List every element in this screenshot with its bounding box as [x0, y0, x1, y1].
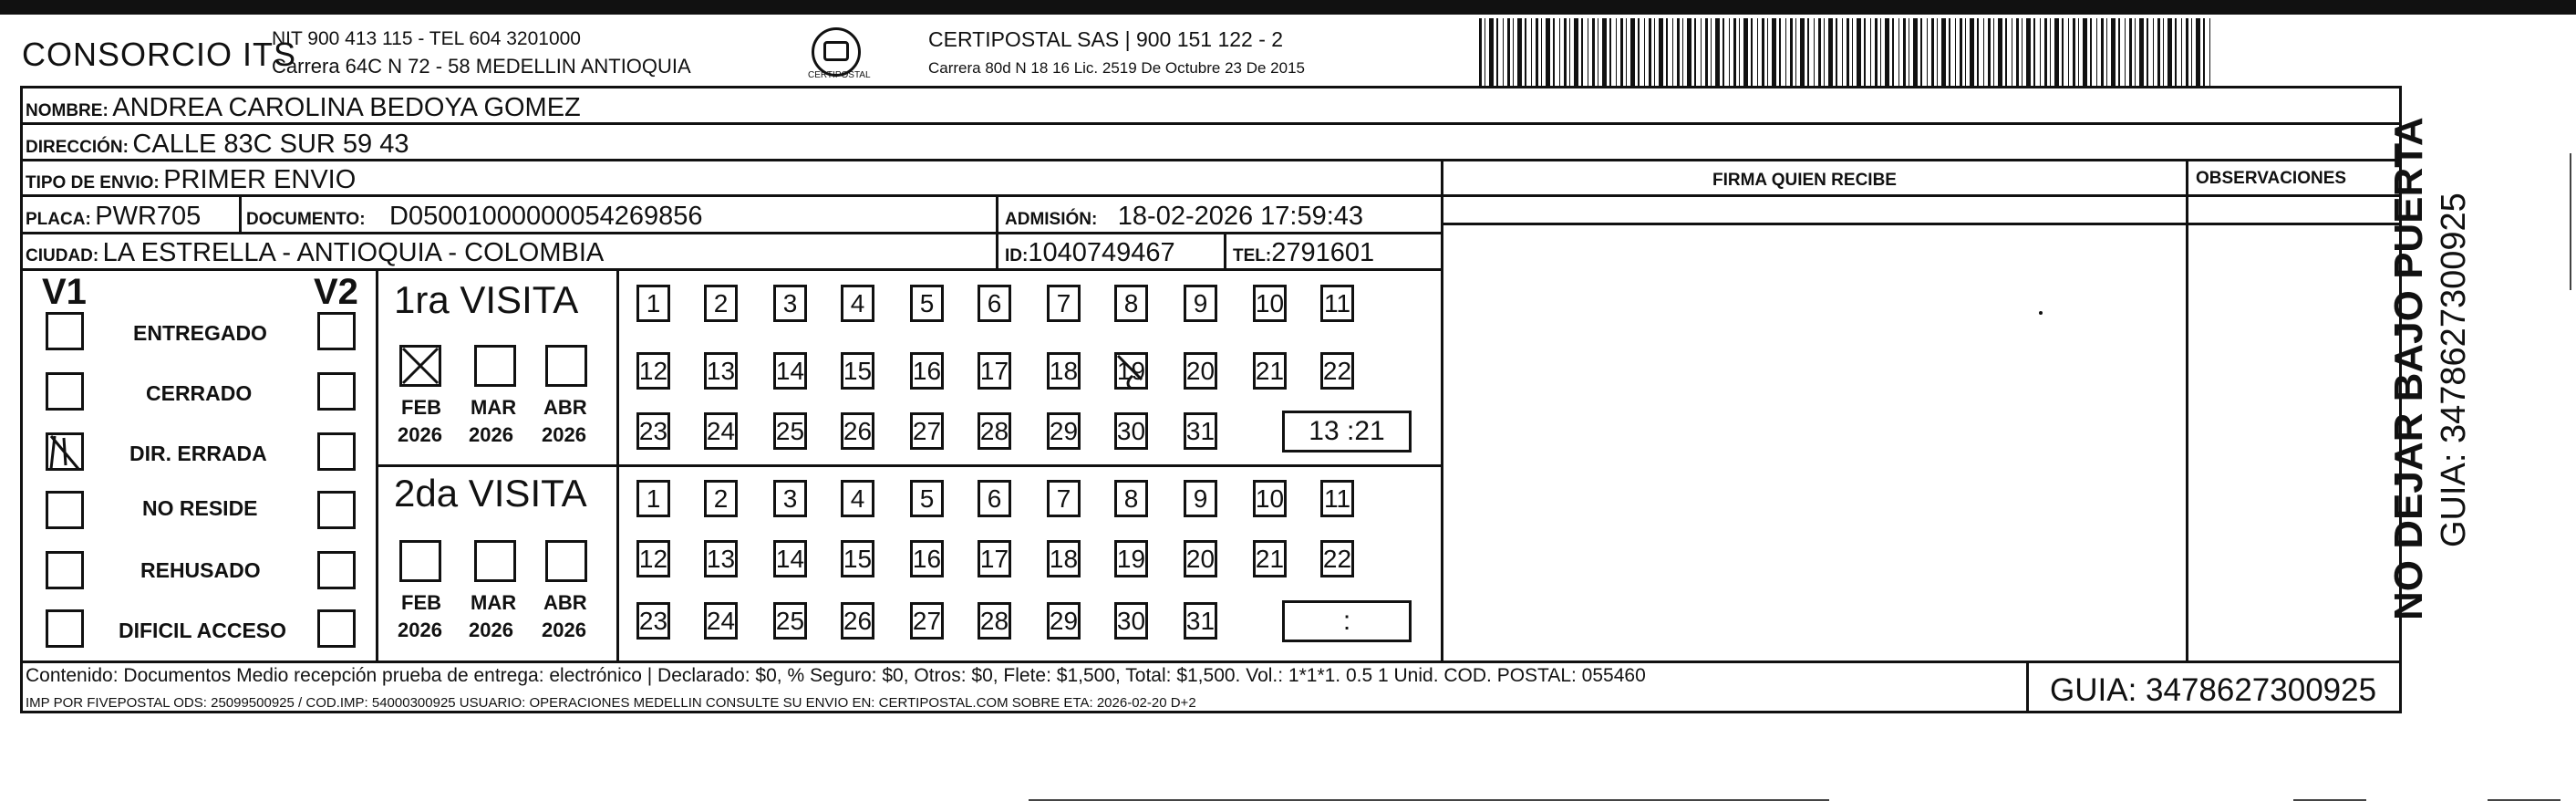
v2-checkbox-no-reside[interactable] — [317, 491, 356, 529]
top-black-bar — [0, 0, 2576, 15]
tel-label: TEL: — [1233, 246, 1272, 265]
id-label: ID: — [1005, 246, 1029, 265]
visit-2-day-14[interactable]: 14 — [773, 540, 807, 577]
visit-1-day-13[interactable]: 13 — [704, 352, 738, 390]
address-label: DIRECCIÓN: — [26, 138, 129, 157]
divider — [996, 195, 998, 270]
visit-1-day-19[interactable]: 19 — [1114, 352, 1148, 390]
visit-2-year-feb: 2026 — [398, 619, 442, 641]
visit-2-month-mar: MAR — [471, 591, 517, 614]
v1-checkbox-dir-errada[interactable] — [46, 432, 84, 471]
visit-2-day-10[interactable]: 10 — [1253, 480, 1287, 517]
visit-2-day-31[interactable]: 31 — [1184, 602, 1217, 640]
certipostal-info: CERTIPOSTAL SAS | 900 151 122 - 2 — [928, 27, 1284, 51]
document-row — [246, 203, 703, 230]
certipostal-logo-icon — [812, 27, 861, 77]
visit-1-day-21[interactable]: 21 — [1253, 352, 1287, 390]
company-nit: NIT 900 413 115 - TEL 604 3201000 — [272, 28, 581, 49]
tel-value: 2791601 — [1271, 238, 1375, 267]
company-address: Carrera 64C N 72 - 58 MEDELLIN ANTIOQUIA — [272, 55, 691, 78]
visit-2-day-29[interactable]: 29 — [1047, 602, 1081, 640]
address-row — [26, 131, 409, 158]
brand-name: CONSORCIO ITS — [22, 36, 297, 73]
visit-1-day-14[interactable]: 14 — [773, 352, 807, 390]
visit-2-day-9[interactable]: 9 — [1184, 480, 1217, 517]
visit-2-day-30[interactable]: 30 — [1114, 602, 1148, 640]
divider — [20, 122, 2402, 125]
barcode — [1479, 18, 2213, 86]
ship-type-label: TIPO DE ENVIO: — [26, 173, 160, 192]
logo-caption: CERTIPOSTAL — [808, 70, 871, 80]
side-guia: GUIA: 3478627300925 — [2435, 192, 2473, 547]
checkmark-icon — [399, 345, 441, 387]
visit-1-day-11[interactable]: 11 — [1320, 285, 1354, 322]
option-dificil-acceso: DIFICIL ACCESO — [119, 619, 287, 642]
visit-1-day-30[interactable]: 30 — [1114, 412, 1148, 450]
visit-1-day-8[interactable]: 8 — [1114, 285, 1148, 322]
observations-label: OBSERVACIONES — [2196, 169, 2347, 188]
visit-1-day-27[interactable]: 27 — [910, 412, 944, 450]
side-warning: NO DEJAR BAJO PUERTA — [2386, 117, 2431, 620]
visit-1-month-mar-checkbox[interactable] — [474, 345, 516, 387]
footer-guia: GUIA: 3478627300925 — [2050, 672, 2377, 708]
signature-label: FIRMA QUIEN RECIBE — [1712, 171, 1897, 190]
visit-1-day-31[interactable]: 31 — [1184, 412, 1217, 450]
certipostal-license: Carrera 80d N 18 16 Lic. 2519 De Octubre 23 De 2015 — [928, 59, 1305, 77]
v2-checkbox-dir-errada[interactable] — [317, 432, 356, 471]
admission-row — [1005, 203, 1363, 230]
id-value: 1040749467 — [1028, 238, 1175, 267]
visit-1-day-26[interactable]: 26 — [841, 412, 874, 450]
right-edge-line — [2570, 153, 2571, 290]
visit-2-year-mar: 2026 — [469, 619, 513, 641]
visit-2-day-4[interactable]: 4 — [841, 480, 874, 517]
visit-1-day-3[interactable]: 3 — [773, 285, 807, 322]
option-dir-errada: DIR. ERRADA — [129, 442, 267, 465]
v1-checkbox-cerrado[interactable] — [46, 372, 84, 411]
visit-1-month-abr — [543, 398, 587, 418]
visit-1-day-9[interactable]: 9 — [1184, 285, 1217, 322]
divider — [20, 268, 1443, 271]
ship-type: PRIMER ENVIO — [163, 165, 357, 194]
divider — [2026, 661, 2029, 713]
ship-type-row — [26, 167, 356, 193]
visit-2-month-abr-checkbox[interactable] — [545, 540, 587, 582]
visit-2-day-7[interactable]: 7 — [1047, 480, 1081, 517]
document-value: D05001000000054269856 — [389, 202, 703, 231]
visit-2-day-8[interactable]: 8 — [1114, 480, 1148, 517]
footer-print-info: IMP POR FIVEPOSTAL ODS: 25099500925 / COD.IMP: 54000300925 USUARIO: OPERACIONES MEDELLIN CONSULTE SU ENVIO EN: CERTIPOSTAL.COM SOBRE ETA: 2026-02-20 D+2 — [26, 695, 1196, 711]
recipient-name: ANDREA CAROLINA BEDOYA GOMEZ — [112, 93, 581, 122]
visit-1-day-17[interactable]: 17 — [978, 352, 1011, 390]
recipient-address: CALLE 83C SUR 59 43 — [132, 130, 409, 159]
option-entregado: ENTREGADO — [133, 321, 267, 345]
visit-2-day-22[interactable]: 22 — [1320, 540, 1354, 577]
v1-checkbox-dificil-acceso[interactable] — [46, 609, 84, 648]
v1-label: V1 — [42, 272, 87, 312]
visit-1-day-15[interactable]: 15 — [841, 352, 874, 390]
month-name: MAR — [471, 396, 517, 419]
footer-content: Contenido: Documentos Medio recepción prueba de entrega: electrónico | Declarado: $0, % Seguro: $0, Otros: $0, Flete: $1,500, Total: $1,500. Vol.: 1*1*1. 0.5 1 Unid. COD. POSTAL: 055460 — [26, 665, 1646, 686]
divider — [1224, 232, 1226, 270]
plate-label: PLACA: — [26, 210, 91, 229]
admission-value: 18-02-2026 17:59:43 — [1117, 202, 1364, 231]
visit-2-day-28[interactable]: 28 — [978, 602, 1011, 640]
v1-checkbox-rehusado[interactable] — [46, 551, 84, 589]
visit-2-day-3[interactable]: 3 — [773, 480, 807, 517]
visit-1-time-field[interactable]: 13 :21 — [1282, 411, 1412, 453]
visit-1-day-18[interactable]: 18 — [1047, 352, 1081, 390]
v2-label: V2 — [314, 272, 358, 312]
visit-2-time-field[interactable]: : — [1282, 600, 1412, 642]
visit-2-day-13[interactable]: 13 — [704, 540, 738, 577]
city-row — [26, 240, 604, 266]
divider — [1441, 223, 2400, 225]
visit-1-day-25[interactable]: 25 — [773, 412, 807, 450]
visit-1-year-feb: 2026 — [398, 423, 442, 446]
visit-1-label: 1ra VISITA — [394, 278, 579, 321]
name-row — [26, 95, 581, 121]
tel-row — [1233, 240, 1374, 266]
divider — [20, 194, 2402, 197]
month-name: FEB — [401, 396, 441, 419]
option-cerrado: CERRADO — [146, 381, 253, 405]
visit-2-year-abr: 2026 — [542, 619, 586, 641]
visit-2-day-21[interactable]: 21 — [1253, 540, 1287, 577]
checkmark-icon — [1114, 352, 1148, 390]
visit-1-day-4[interactable]: 4 — [841, 285, 874, 322]
visit-1-day-2[interactable]: 2 — [704, 285, 738, 322]
id-row — [1005, 240, 1175, 266]
visit-2-day-15[interactable]: 15 — [841, 540, 874, 577]
visit-1-day-7[interactable]: 7 — [1047, 285, 1081, 322]
visit-1-day-12[interactable]: 12 — [636, 352, 670, 390]
month-name: ABR — [543, 396, 587, 419]
v2-checkbox-rehusado[interactable] — [317, 551, 356, 589]
visit-1-day-23[interactable]: 23 — [636, 412, 670, 450]
visit-1-day-16[interactable]: 16 — [910, 352, 944, 390]
name-label: NOMBRE: — [26, 101, 109, 120]
visit-2-day-25[interactable]: 25 — [773, 602, 807, 640]
visit-1-year-abr: 2026 — [542, 423, 586, 446]
visit-1-day-28[interactable]: 28 — [978, 412, 1011, 450]
divider — [376, 464, 1443, 467]
visit-2-day-26[interactable]: 26 — [841, 602, 874, 640]
document-label: DOCUMENTO: — [246, 210, 366, 229]
checkmark-icon — [46, 432, 84, 471]
visit-2-day-5[interactable]: 5 — [910, 480, 944, 517]
visit-2-day-24[interactable]: 24 — [704, 602, 738, 640]
visit-2-day-12[interactable]: 12 — [636, 540, 670, 577]
admission-label: ADMISIÓN: — [1005, 210, 1098, 229]
v2-checkbox-entregado[interactable] — [317, 312, 356, 350]
visit-2-day-23[interactable]: 23 — [636, 602, 670, 640]
plate-value: PWR705 — [95, 202, 202, 231]
divider — [1441, 159, 1443, 662]
visit-1-month-abr-checkbox[interactable] — [545, 345, 587, 387]
visit-2-month-mar-checkbox[interactable] — [474, 540, 516, 582]
city-label: CIUDAD: — [26, 246, 99, 265]
visit-2-month-abr: ABR — [543, 591, 587, 614]
divider — [2186, 159, 2188, 662]
visit-2-month-feb-checkbox[interactable] — [399, 540, 441, 582]
visit-2-day-2[interactable]: 2 — [704, 480, 738, 517]
visit-1-year-mar: 2026 — [469, 423, 513, 446]
option-no-reside: NO RESIDE — [142, 496, 258, 520]
visit-2-day-20[interactable]: 20 — [1184, 540, 1217, 577]
visit-2-day-17[interactable]: 17 — [978, 540, 1011, 577]
visit-1-day-10[interactable]: 10 — [1253, 285, 1287, 322]
plate-row — [26, 203, 201, 230]
visit-2-day-11[interactable]: 11 — [1320, 480, 1354, 517]
divider — [20, 159, 2402, 161]
ink-dot — [2039, 311, 2043, 315]
option-rehusado: REHUSADO — [140, 558, 261, 582]
visit-1-month-feb-checkbox[interactable] — [399, 345, 441, 387]
visit-2-day-27[interactable]: 27 — [910, 602, 944, 640]
visit-1-month-mar — [471, 398, 516, 418]
v2-checkbox-cerrado[interactable] — [317, 372, 356, 411]
visit-2-month-feb: FEB — [401, 591, 441, 614]
visit-2-day-16[interactable]: 16 — [910, 540, 944, 577]
divider — [20, 232, 1443, 234]
visit-2-label: 2da VISITA — [394, 472, 587, 515]
visit-1-day-5[interactable]: 5 — [910, 285, 944, 322]
divider — [239, 195, 242, 234]
visit-1-day-6[interactable]: 6 — [978, 285, 1011, 322]
visit-2-day-18[interactable]: 18 — [1047, 540, 1081, 577]
visit-1-day-29[interactable]: 29 — [1047, 412, 1081, 450]
visit-1-day-20[interactable]: 20 — [1184, 352, 1217, 390]
v1-checkbox-no-reside[interactable] — [46, 491, 84, 529]
city-value: LA ESTRELLA - ANTIOQUIA - COLOMBIA — [102, 238, 605, 267]
visit-2-day-1[interactable]: 1 — [636, 480, 670, 517]
visit-1-day-24[interactable]: 24 — [704, 412, 738, 450]
visit-2-day-19[interactable]: 19 — [1114, 540, 1148, 577]
visit-1-day-22[interactable]: 22 — [1320, 352, 1354, 390]
visit-1-day-1[interactable]: 1 — [636, 285, 670, 322]
visit-2-day-6[interactable]: 6 — [978, 480, 1011, 517]
v1-checkbox-entregado[interactable] — [46, 312, 84, 350]
v2-checkbox-dificil-acceso[interactable] — [317, 609, 356, 648]
visit-1-month-feb — [401, 398, 441, 418]
